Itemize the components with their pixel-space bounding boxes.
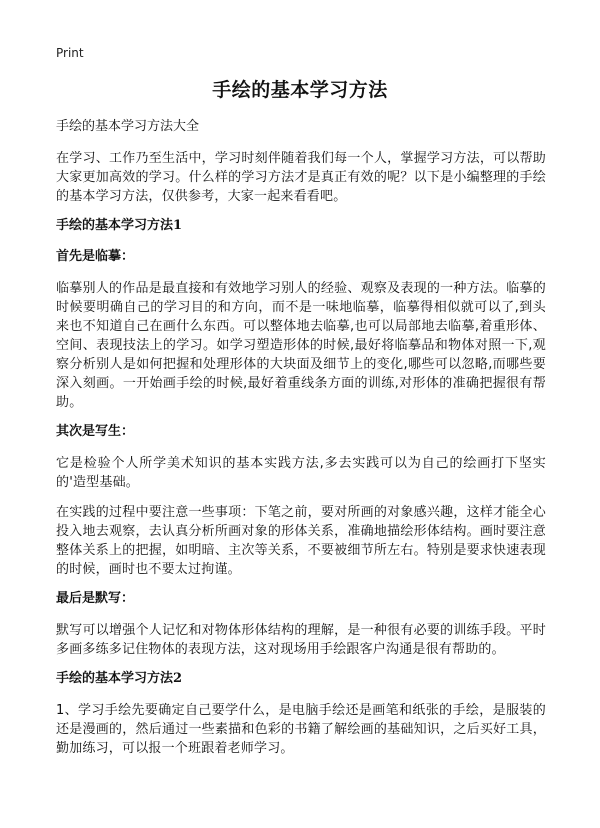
print-link[interactable]: Print <box>56 46 84 60</box>
article-subtitle: 手绘的基本学习方法大全 <box>56 119 200 134</box>
step-2-paragraph-2: 在实践的过程中要注意一些事项：下笔之前，要对所画的对象感兴趣，这样才能全心投入地去观察，去认真分析所画对象的形体关系，准确地描绘形体结构。画时要注意整体关系上的把握，如明暗、主次等关系，不要被细节所左右。特别是要求快速表现的时候，画时也不要太过拘谨。 <box>56 505 546 577</box>
section-2-heading: 手绘的基本学习方法2 <box>56 671 183 686</box>
section-2-item-1: 1、学习手绘先要确定自己要学什么，是电脑手绘还是画笔和纸张的手绘，是服装的还是漫画的，然后通过一些素描和色彩的书籍了解绘画的基础知识，之后买好工具，勤加练习，可以报一个班跟着老师学习。 <box>56 703 546 756</box>
page-title: 手绘的基本学习方法 <box>212 79 388 101</box>
step-2-heading: 其次是写生： <box>56 424 135 439</box>
step-1-heading: 首先是临摹： <box>56 249 135 264</box>
section-1-heading: 手绘的基本学习方法1 <box>56 218 183 233</box>
step-3-paragraph: 默写可以增强个人记忆和对物体形体结构的理解，是一种很有必要的训练手段。平时多画多练多记住物体的表现方法，这对现场用手绘跟客户沟通是很有帮助的。 <box>56 623 546 657</box>
step-3-heading: 最后是默写： <box>56 591 135 606</box>
step-2-paragraph-1: 它是检验个人所学美术知识的基本实践方法,多去实践可以为自己的绘画打下坚实的'造型基础。 <box>56 456 546 490</box>
intro-paragraph: 在学习、工作乃至生活中，学习时刻伴随着我们每一个人，掌握学习方法，可以帮助大家更加高效的学习。什么样的学习方法才是真正有效的呢？以下是小编整理的手绘的基本学习方法，仅供参考，大家一起来看看吧。 <box>56 151 546 204</box>
article-body <box>56 118 546 769</box>
step-1-paragraph: 临摹别人的作品是最直接和有效地学习别人的经验、观察及表现的一种方法。临摹的时候要明确自己的学习目的和方向，而不是一味地临摹，临摹得相似就可以了,到头来也不知道自己在画什么东西。可以整体地去临摹,也可以局部地去临摹,着重形体、空间、表现技法上的学习。如学习塑造形体的时候,最好将临摹品和物体对照一下,观察分析别人是如何把握和处理形体的大块面及细节上的变化,哪些可以忽略,而哪些要深入刻画。一开始画手绘的时候,最好着重线条方面的训练,对形体的准确把握很有帮助。 <box>56 281 546 410</box>
